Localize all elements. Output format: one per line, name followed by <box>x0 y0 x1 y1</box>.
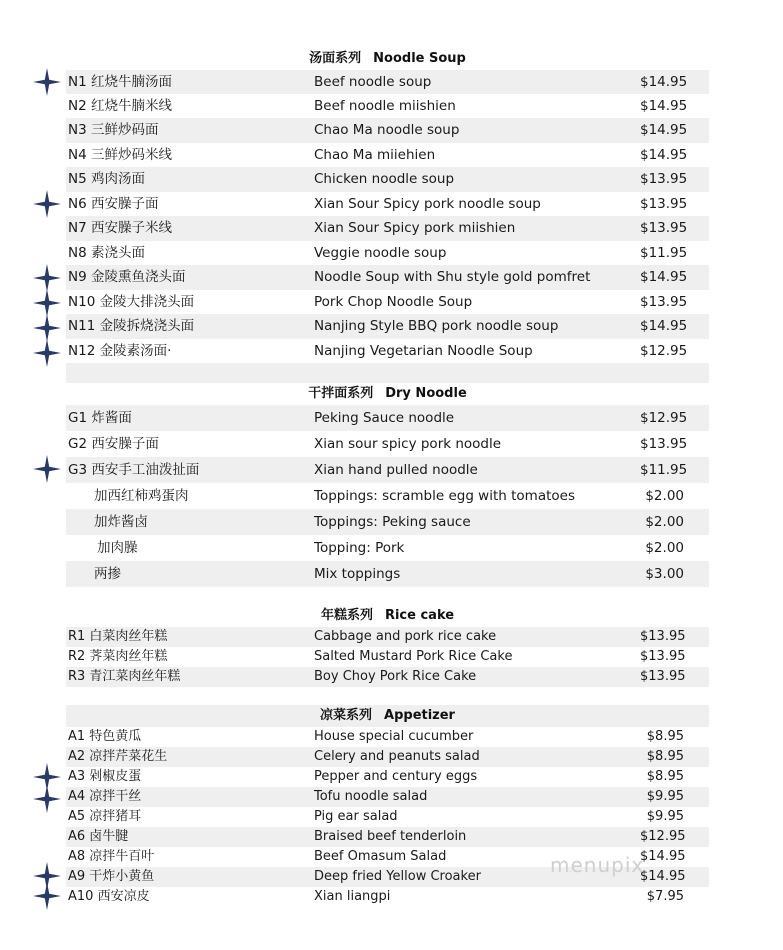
section-title-en: Rice cake <box>384 608 455 623</box>
menu-item <box>66 118 709 143</box>
menu-item <box>66 339 709 363</box>
item-name-en: Deep fried Yellow Croaker <box>314 869 481 884</box>
item-code: 加炸酱卤 <box>94 514 148 530</box>
item-price: $2.00 <box>645 540 684 556</box>
star-icon <box>33 264 61 292</box>
star-icon <box>33 289 61 317</box>
item-name-en: Xian Sour Spicy pork miishien <box>314 220 516 236</box>
menu-item <box>66 290 709 314</box>
item-price: $14.95 <box>640 74 688 90</box>
menu-item <box>66 431 709 457</box>
item-price: $12.95 <box>640 410 688 426</box>
item-name-en: Beef noodle miishien <box>314 98 456 114</box>
item-code: 两掺 <box>94 566 121 582</box>
item-price: $9.95 <box>646 789 684 804</box>
item-code: A2 凉拌芹菜花生 <box>68 749 168 764</box>
star-icon <box>33 68 61 96</box>
menu-item <box>66 887 709 907</box>
item-code: A4 凉拌干丝 <box>68 789 142 804</box>
item-price: $13.95 <box>640 629 686 644</box>
item-code: G1 炸酱面 <box>68 410 132 426</box>
item-code: N12 金陵素汤面· <box>68 343 172 359</box>
item-name-en: Celery and peanuts salad <box>314 749 480 764</box>
item-name-en: Toppings: Peking sauce <box>314 514 471 530</box>
menu-item <box>66 667 709 687</box>
section-title-cn: 干拌面系列 <box>308 386 374 401</box>
item-name-en: Beef Omasum Salad <box>314 849 447 864</box>
section-title-noodle-soup <box>66 48 709 70</box>
section-title-rice-cake <box>66 605 709 627</box>
item-price: $8.95 <box>646 749 684 764</box>
item-name-en: Topping: Pork <box>314 540 405 556</box>
star-icon <box>33 882 61 910</box>
menu-item <box>66 314 709 339</box>
item-code: A8 凉拌牛百叶 <box>68 849 155 864</box>
menu-item <box>66 405 709 431</box>
item-code: N3 三鲜炒码面 <box>68 122 159 138</box>
item-name-en: Chao Ma noodle soup <box>314 122 460 138</box>
item-name-en: Chicken noodle soup <box>314 171 455 187</box>
watermark-logo: menupix <box>550 853 645 877</box>
item-price: $14.95 <box>640 269 688 285</box>
section-title-en: Appetizer <box>384 708 455 723</box>
item-name-en: Chao Ma miiehien <box>314 147 436 163</box>
item-name-en: House special cucumber <box>314 729 474 744</box>
item-code: A5 凉拌猪耳 <box>68 809 142 824</box>
menu-item <box>66 647 709 667</box>
star-icon <box>33 314 61 342</box>
menu-item <box>66 483 709 509</box>
menu-item <box>66 627 709 647</box>
item-name-en: Noodle Soup with Shu style gold pomfret <box>314 269 591 285</box>
menu-item <box>66 727 709 747</box>
item-code: A3 剁椒皮蛋 <box>68 769 142 784</box>
menu-item <box>66 509 709 535</box>
item-price: $11.95 <box>640 245 688 261</box>
star-icon <box>33 190 61 218</box>
menu-item <box>66 787 709 807</box>
item-code: R2 荠菜肉丝年糕 <box>68 649 168 664</box>
item-name-en: Xian sour spicy pork noodle <box>314 436 502 452</box>
item-price: $11.95 <box>640 462 688 478</box>
item-name-en: Toppings: scramble egg with tomatoes <box>314 488 575 504</box>
star-icon <box>33 455 61 483</box>
star-icon <box>33 339 61 367</box>
section-title-dry-noodle <box>66 383 709 405</box>
item-name-en: Mix toppings <box>314 566 401 582</box>
item-name-en: Salted Mustard Pork Rice Cake <box>314 649 513 664</box>
menu-item <box>66 94 709 118</box>
section-spacer <box>66 363 709 383</box>
menu-item <box>66 827 709 847</box>
section-title-cn: 年糕系列 <box>320 608 373 623</box>
item-price: $8.95 <box>646 769 684 784</box>
menu-item <box>66 241 709 265</box>
item-price: $2.00 <box>645 488 684 504</box>
section-title-cn: 汤面系列 <box>309 51 362 66</box>
item-code: A6 卤牛腱 <box>68 829 129 844</box>
menu-item <box>66 192 709 216</box>
item-name-en: Peking Sauce noodle <box>314 410 455 426</box>
menu-item <box>66 143 709 167</box>
menu-item <box>66 747 709 767</box>
item-name-en: Nanjing Vegetarian Noodle Soup <box>314 343 533 359</box>
star-icon <box>33 785 61 813</box>
item-name-en: Pork Chop Noodle Soup <box>314 294 473 310</box>
item-price: $13.95 <box>640 649 686 664</box>
item-code: G3 西安手工油泼扯面 <box>68 462 200 478</box>
item-code: A9 干炸小黄鱼 <box>68 869 155 884</box>
menu-item <box>66 167 709 192</box>
item-price: $14.95 <box>640 98 688 114</box>
item-name-en: Pig ear salad <box>314 809 398 824</box>
item-price: $12.95 <box>640 829 686 844</box>
item-name-en: Beef noodle soup <box>314 74 432 90</box>
item-price: $9.95 <box>646 809 684 824</box>
section-title-en: Dry Noodle <box>385 386 467 401</box>
item-name-en: Braised beef tenderloin <box>314 829 467 844</box>
item-code: N6 西安臊子面 <box>68 196 159 212</box>
item-code: N1 红烧牛腩汤面 <box>68 74 172 90</box>
item-name-en: Veggie noodle soup <box>314 245 447 261</box>
item-price: $2.00 <box>645 514 684 530</box>
item-code: R3 青江菜肉丝年糕 <box>68 669 181 684</box>
item-code: N5 鸡肉汤面 <box>68 171 145 187</box>
item-name-en: Boy Choy Pork Rice Cake <box>314 669 477 684</box>
item-price: $13.95 <box>640 669 686 684</box>
item-code: N4 三鲜炒码米线 <box>68 147 172 163</box>
item-code: N10 金陵大排浇头面 <box>68 294 195 310</box>
item-name-en: Tofu noodle salad <box>314 789 428 804</box>
item-code: 加肉臊 <box>97 540 138 556</box>
menu-item <box>66 767 709 787</box>
item-price: $14.95 <box>640 147 688 163</box>
section-title-en: Noodle Soup <box>373 51 466 66</box>
item-price: $14.95 <box>640 849 686 864</box>
item-price: $13.95 <box>640 196 688 212</box>
item-price: $8.95 <box>646 729 684 744</box>
section-title-appetizer <box>66 705 709 727</box>
item-price: $14.95 <box>640 869 686 884</box>
item-price: $14.95 <box>640 122 688 138</box>
item-name-en: Pepper and century eggs <box>314 769 478 784</box>
menu-item <box>66 457 709 483</box>
menu-item <box>66 216 709 241</box>
item-name-en: Xian liangpi <box>314 889 391 904</box>
item-code: N11 金陵拆烧浇头面 <box>68 318 195 334</box>
item-code: R1 白菜肉丝年糕 <box>68 629 168 644</box>
item-code: N8 素浇头面 <box>68 245 145 261</box>
menu-item <box>66 807 709 827</box>
menu-item <box>66 561 709 587</box>
item-code: N2 红烧牛腩米线 <box>68 98 172 114</box>
item-name-en: Xian hand pulled noodle <box>314 462 478 478</box>
item-price: $3.00 <box>645 566 684 582</box>
item-code: 加西红柿鸡蛋肉 <box>94 488 189 504</box>
item-code: N9 金陵熏鱼浇头面 <box>68 269 186 285</box>
item-price: $14.95 <box>640 318 688 334</box>
item-price: $13.95 <box>640 171 688 187</box>
item-name-en: Nanjing Style BBQ pork noodle soup <box>314 318 559 334</box>
item-price: $7.95 <box>646 889 684 904</box>
item-price: $13.95 <box>640 220 688 236</box>
item-code: A10 西安凉皮 <box>68 889 150 904</box>
item-price: $13.95 <box>640 294 688 310</box>
item-price: $13.95 <box>640 436 688 452</box>
item-code: A1 特色黄瓜 <box>68 729 142 744</box>
item-price: $12.95 <box>640 343 688 359</box>
menu-item <box>66 535 709 561</box>
item-name-en: Cabbage and pork rice cake <box>314 629 497 644</box>
menu-item <box>66 70 709 94</box>
menu-item <box>66 265 709 290</box>
section-title-cn: 凉菜系列 <box>320 708 373 723</box>
item-code: N7 西安臊子米线 <box>68 220 172 236</box>
item-code: G2 西安臊子面 <box>68 436 159 452</box>
item-name-en: Xian Sour Spicy pork noodle soup <box>314 196 541 212</box>
